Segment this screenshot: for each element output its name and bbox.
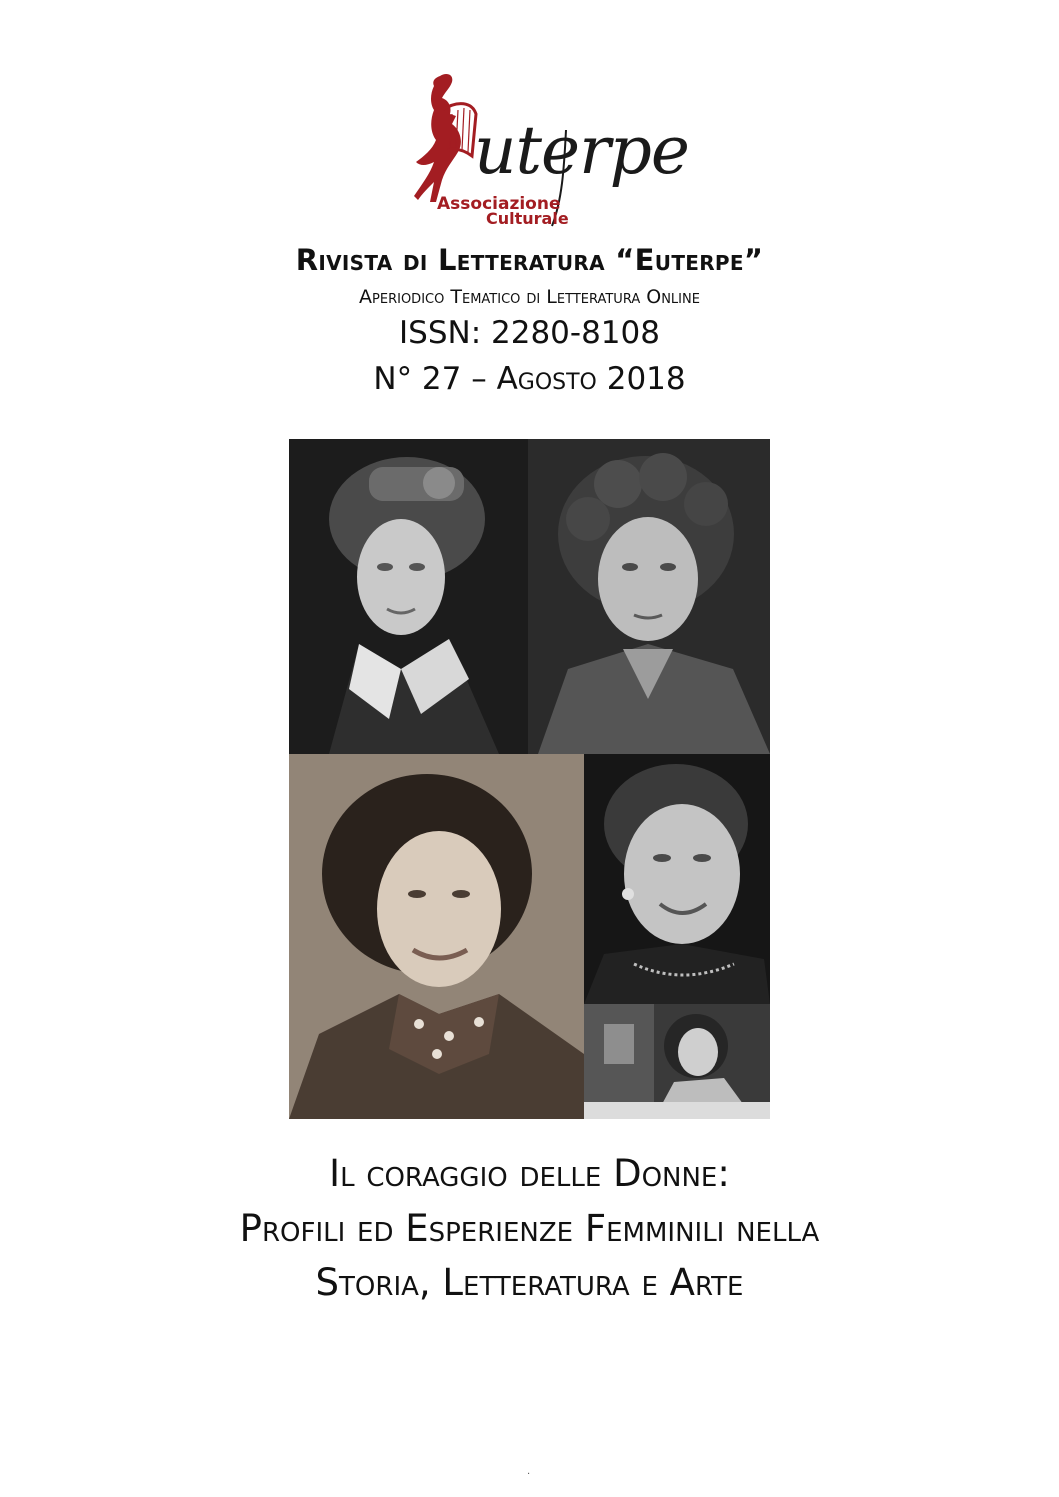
euterpe-logo — [412, 70, 689, 232]
photo-girl-writing — [584, 1004, 770, 1119]
magazine-title: Rivista di Letteratura “Euterpe” — [295, 243, 764, 277]
issue-number-date: N° 27 – Agosto 2018 — [373, 361, 686, 397]
logo-wordmark: uterpe — [474, 112, 689, 189]
logo-association-label: Associazione — [437, 194, 561, 214]
magazine-subtitle: Aperiodico Tematico di Letteratura Online — [359, 286, 700, 308]
photo-elderly-woman-laughing — [584, 754, 770, 1004]
logo-culturale-label: Culturale — [486, 209, 569, 228]
photo-aviator-portrait — [289, 439, 528, 754]
photo-curly-hair-portrait — [528, 439, 770, 754]
footer-mark: . — [527, 1466, 531, 1477]
theme-title-line-1: Il coraggio delle Donne: — [329, 1152, 730, 1195]
portrait-collage — [289, 439, 770, 1119]
theme-title-line-3: Storia, Letteratura e Arte — [315, 1261, 744, 1304]
theme-title-line-2: Profili ed Esperienze Femminili nella — [239, 1207, 820, 1250]
photo-smiling-young-woman — [289, 754, 584, 1119]
issn-number: ISSN: 2280-8108 — [399, 315, 660, 351]
